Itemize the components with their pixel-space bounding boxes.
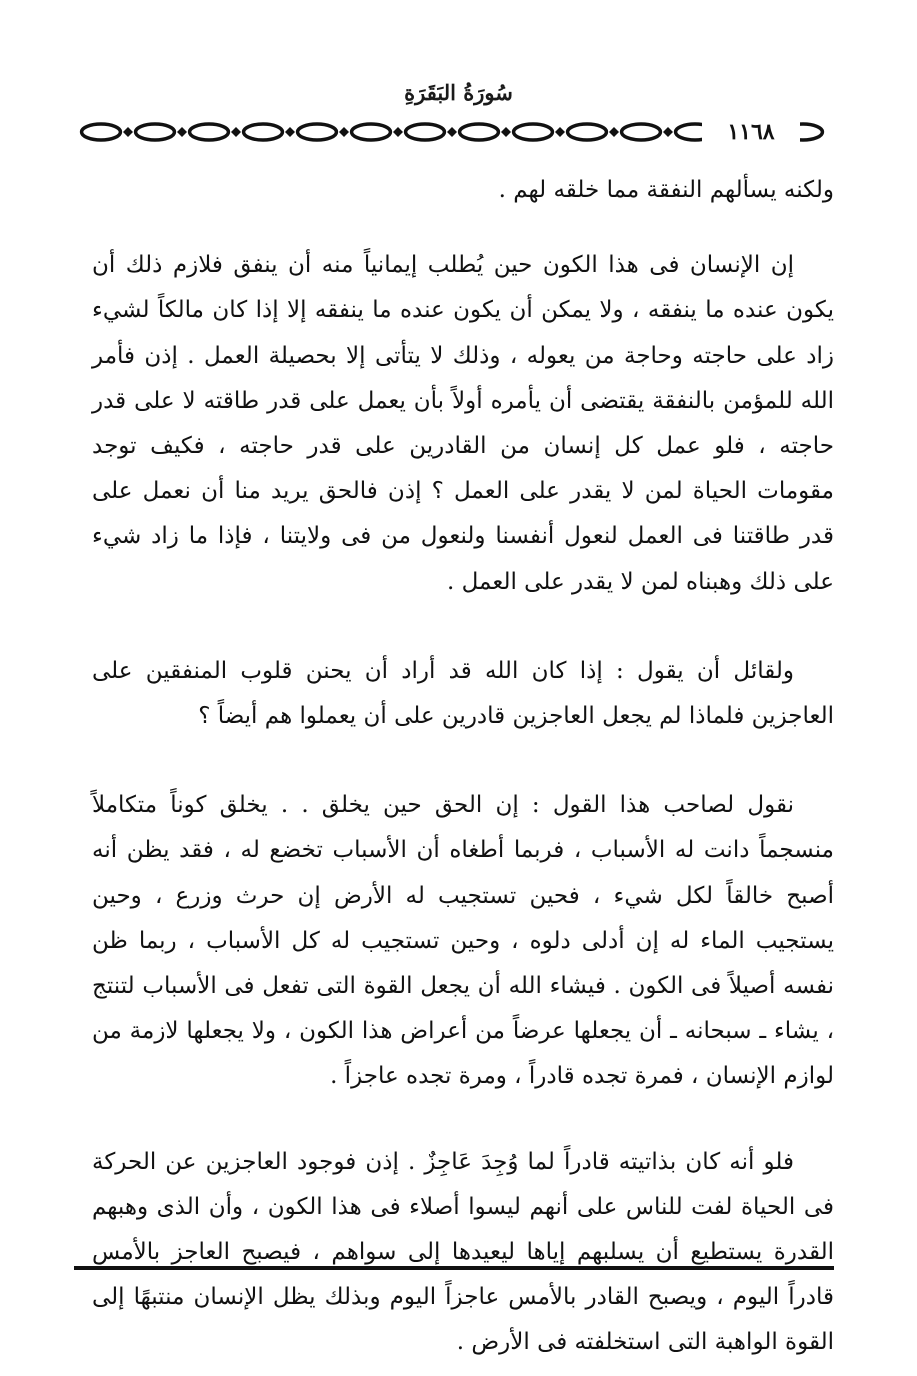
chain-link (460, 124, 499, 140)
chain-diamond (123, 127, 133, 137)
chain-ornament-band (70, 118, 834, 146)
chain-diamond (609, 127, 619, 137)
surah-title: سُورَةُ البَقَرَةِ (404, 80, 513, 105)
chain-link (568, 124, 607, 140)
chain-link (136, 124, 175, 140)
page-text (92, 168, 834, 1366)
chain-diamond (231, 127, 241, 137)
chain-diamond (501, 127, 511, 137)
page-number: ١١٦٨ (702, 119, 800, 145)
chain-diamond (177, 127, 187, 137)
paragraph-5: فلو أنه كان بذاتيته قادراً لما وُجِدَ عَاجِزٌ . إذن فوجود العاجزين عن الحركة فى الحياة لفت للناس على أنهم ليسوا أصلاء فى هذا الكون ، وأن الذى وهبهم القدرة يستطيع أن يسلبهم إياها ليعيدها إلى سواهم ، فيصبح العاجز بالأمس قادراً اليوم ، ويصبح القادر بالأمس عاجزاً اليوم وبذلك يظل الإنسان منتبهًا إلى القوة الواهبة التى استخلفته فى الأرض . (92, 1148, 834, 1356)
chain-link (352, 124, 391, 140)
chain-link (622, 124, 661, 140)
chain-link (190, 124, 229, 140)
paragraph-2: إن الإنسان فى هذا الكون حين يُطلب إيمانياً منه أن ينفق فلازم ذلك أن يكون عنده ما ينفقه ، ولا يمكن أن يكون عنده ما ينفقه إلا إذا كان مالكاً لشيء زاد على حاجته وحاجة من يعوله ، وذلك لا يتأتى إلا بحصيلة العمل . إذن فأمر الله للمؤمن بالنفقة يقتضى أن يأمره أولاً بأن يعمل على قدر طاقته لا على قدر حاجته ، فلو عمل كل إنسان من القادرين على قدر حاجته ، فكيف توجد مقومات الحياة لمن لا يقدر على العمل ؟ إذن فالحق يريد منا أن نعمل على قدر طاقتنا فى العمل لنعول أنفسنا ولنعول من فى ولايتنا ، فإذا ما زاد شيء على ذلك وهبناه لمن لا يقدر على العمل . (92, 252, 834, 595)
chain-link (406, 124, 445, 140)
bottom-rule (74, 1266, 834, 1270)
paragraph-3: ولقائل أن يقول : إذا كان الله قد أراد أن يحنن قلوب المنفقين على العاجزين فلماذا لم يجعل العاجزين قادرين على أن يعملوا هم أيضاً ؟ (92, 657, 834, 730)
chain-link (514, 124, 553, 140)
chain-link (82, 124, 121, 140)
paragraph-4: نقول لصاحب هذا القول : إن الحق حين يخلق . . يخلق كوناً متكاملاً منسجماً دانت له الأسباب ، فربما أطغاه أن الأسباب تخضع له ، فقد يظن أنه أصبح خالقاً لكل شيء ، فحين تستجيب له الأرض إن حرث وزرع ، وحين يستجيب الماء له إن أدلى دلوه ، وحين تستجيب له كل الأسباب ، ربما ظن نفسه أصيلاً فى الكون . فيشاء الله أن يجعل القوة التى تفعل فى الأسباب لتنتج ، يشاء ـ سبحانه ـ أن يجعلها عرضاً من أعراض هذا الكون ، ولا يجعلها لازمة من لوازم الإنسان ، فمرة تجده قادراً ، ومرة تجده عاجزاً . (92, 792, 834, 1090)
chain-diamond (285, 127, 295, 137)
chain-diamond (447, 127, 457, 137)
chain-diamond (555, 127, 565, 137)
chain-link (244, 124, 283, 140)
paragraph-1: ولكنه يسألهم النفقة مما خلقه لهم . (498, 177, 834, 203)
chain-diamond (393, 127, 403, 137)
chain-diamond (339, 127, 349, 137)
chain-diamond (663, 127, 673, 137)
chain-link (298, 124, 337, 140)
